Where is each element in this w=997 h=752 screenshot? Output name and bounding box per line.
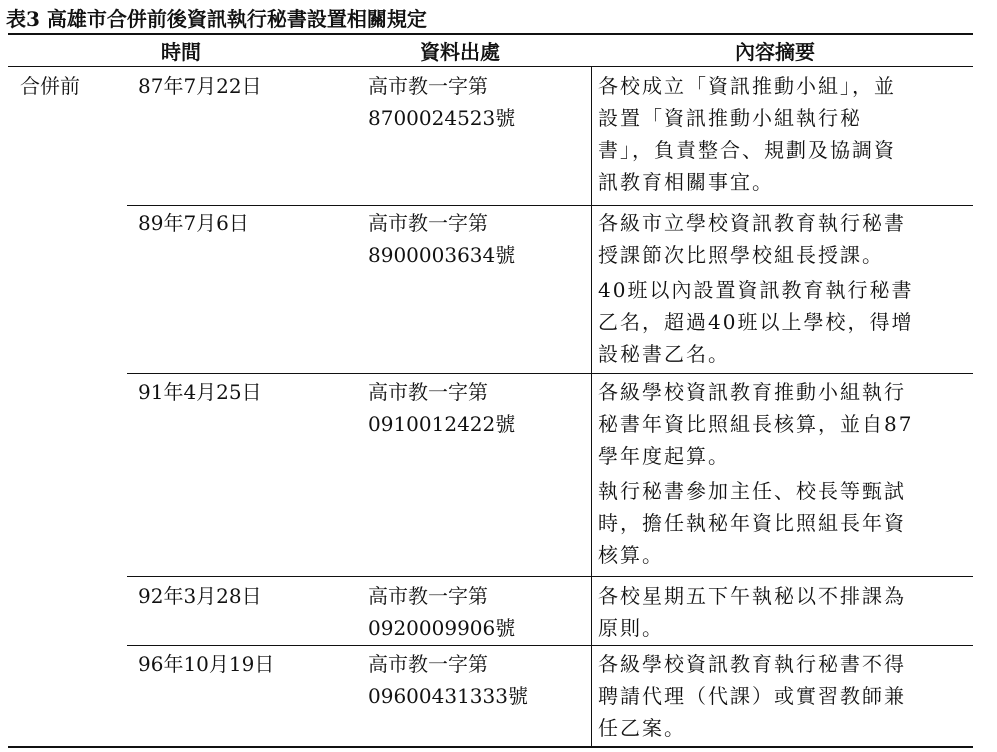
header-summary: 內容摘要 — [735, 40, 815, 64]
row-summary — [598, 376, 913, 571]
header-source: 資料出處 — [420, 40, 500, 64]
row-date: 96年10月19日 — [138, 652, 275, 676]
row-date: 89年7月6日 — [138, 211, 249, 235]
row-source — [368, 207, 515, 271]
header-time: 時間 — [161, 40, 201, 64]
row-source — [368, 376, 515, 440]
top-rule — [8, 33, 973, 35]
summary-paragraph: 各級學校資訊教育執行秘書不得 聘請代理（代課）或實習教師兼 任乙案。 — [598, 652, 906, 740]
source-line: 8700024523號 — [368, 106, 516, 130]
row-date: 87年7月22日 — [138, 74, 262, 98]
header-rule — [8, 66, 973, 67]
summary-paragraph: 各校成立「資訊推動小組」，並 設置「資訊推動小組執行秘 書」，負責整合、規劃及協調資 訊教育相關事宜。 — [598, 74, 896, 194]
summary-paragraph: 各級市立學校資訊教育執行秘書 授課節次比照學校組長授課。 — [598, 211, 906, 267]
source-line: 8900003634號 — [368, 243, 516, 267]
row-summary — [598, 580, 906, 644]
summary-paragraph: 40班以內設置資訊教育執行秘書 乙名，超過40班以上學校，得增 設秘書乙名。 — [598, 278, 914, 366]
source-line: 0920009906號 — [368, 616, 516, 640]
source-line: 09600431333號 — [368, 684, 528, 708]
row-source — [368, 70, 515, 134]
row-source — [368, 580, 515, 644]
summary-paragraph: 各級學校資訊教育推動小組執行 秘書年資比照組長核算，並自87 學年度起算。 — [598, 380, 914, 468]
row-divider — [127, 205, 973, 206]
source-line: 高市教一字第 — [368, 584, 488, 608]
row-source — [368, 648, 528, 712]
bottom-rule — [8, 746, 973, 748]
source-line: 高市教一字第 — [368, 380, 488, 404]
row-date: 91年4月25日 — [138, 380, 262, 404]
row-divider — [127, 576, 973, 577]
row-divider — [127, 645, 973, 646]
row-summary — [598, 648, 906, 744]
period-label: 合併前 — [20, 74, 80, 98]
source-line: 高市教一字第 — [368, 74, 488, 98]
row-date: 92年3月28日 — [138, 584, 262, 608]
source-line: 0910012422號 — [368, 412, 516, 436]
row-summary — [598, 70, 896, 198]
source-line: 高市教一字第 — [368, 211, 488, 235]
summary-paragraph: 各校星期五下午執秘以不排課為 原則。 — [598, 584, 906, 640]
source-line: 高市教一字第 — [368, 652, 488, 676]
summary-paragraph: 執行秘書參加主任、校長等甄試 時，擔任執秘年資比照組長年資 核算。 — [598, 479, 906, 567]
row-summary — [598, 207, 913, 370]
row-divider — [127, 373, 973, 374]
table-title: 表3 高雄市合併前後資訊執行秘書設置相關規定 — [6, 7, 427, 31]
